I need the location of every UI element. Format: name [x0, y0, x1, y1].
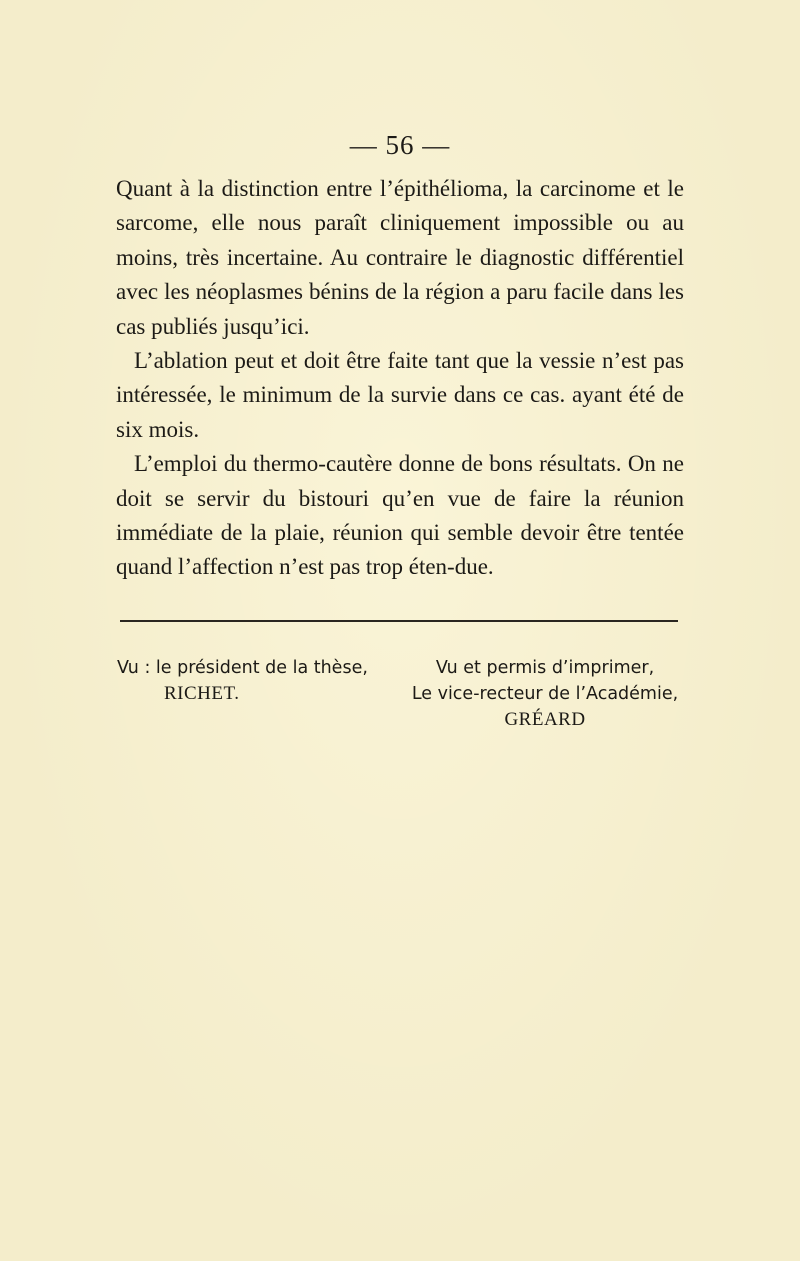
paragraph-1: Quant à la distinction entre l’épithélioma, la carcinome et le sarcome, elle nous paraît cliniquement impossible ou au moins, très incertaine. Au contraire le diagnostic différentiel avec les néoplasmes bénins de la région a paru facile dans les cas publiés jusqu’ici.	[116, 176, 684, 339]
body-text	[116, 172, 684, 585]
paragraph-3: L’emploi du thermo-cautère donne de bons résultats. On ne doit se servir du bistouri qu’en vue de faire la réunion immédiate de la plaie, réunion qui semble devoir être tentée quand l’affection n’est pas trop éten-due.	[116, 451, 684, 580]
vice-rector-title: Le vice-recteur de l’Académie,	[411, 684, 679, 704]
signature-block-vice-rector	[400, 655, 690, 733]
president-approval-label: Vu : le président de la thèse,	[117, 658, 368, 678]
vice-rector-name: GRÉARD	[504, 709, 586, 730]
president-name: RICHET.	[164, 683, 240, 704]
print-permit-label: Vu et permis d’imprimer,	[435, 658, 655, 678]
paragraph-2: L’ablation peut et doit être faite tant que la vessie n’est pas intéressée, le minimum de la survie dans ce cas. ayant été de six mois.	[116, 348, 684, 442]
horizontal-rule	[120, 620, 678, 622]
signature-block-president	[117, 655, 387, 707]
page-number: — 56 —	[349, 130, 451, 160]
